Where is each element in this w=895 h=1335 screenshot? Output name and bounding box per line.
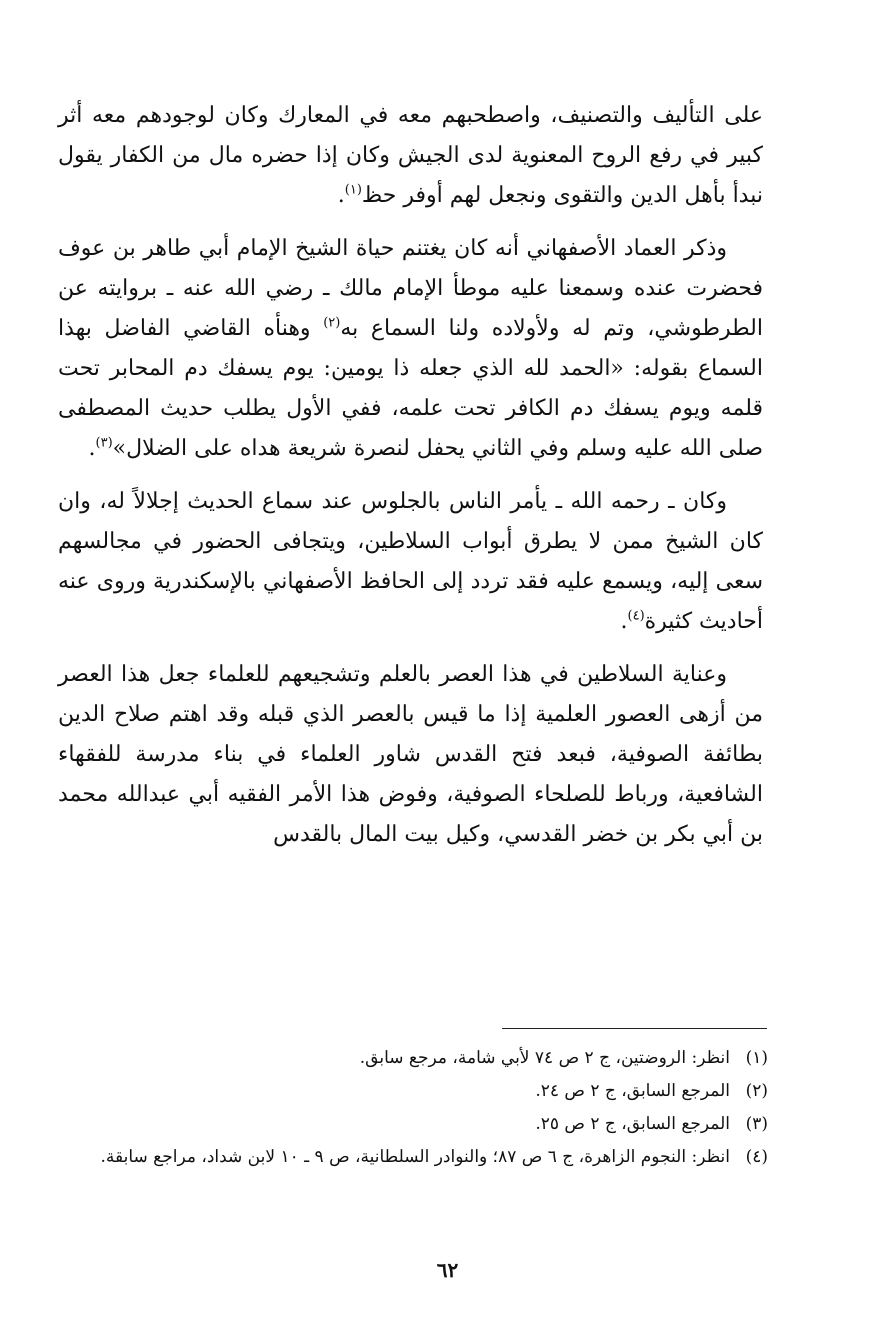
- page-number: ٦٢: [436, 1258, 459, 1282]
- footnote-1: [58, 1042, 768, 1075]
- paragraph-tail: .: [88, 436, 96, 461]
- footnote-text: المرجع السابق، ج ٢ ص ٢٥.: [535, 1114, 730, 1134]
- paragraph-text: وذكر العماد الأصفهاني أنه كان يغتنم حياة الشيخ الإمام أبي طاهر بن عوف فحضرت عنده وسمعنا عليه موطأ الإمام مالك ـ رضي الله عنه ـ بروايته عن الطرطوشي، وتم له ولأولاده ولنا السماع به: [58, 236, 763, 341]
- paragraph-2: [58, 229, 763, 469]
- main-text: [58, 96, 763, 855]
- paragraph-3: [58, 482, 763, 642]
- paragraph-text: على التأليف والتصنيف، واصطحبهم معه في المعارك وكان لوجودهم معه أثر كبير في رفع الروح المعنوية لدى الجيش وكان إذا حضره مال من الكفار يقول نبدأ بأهل الدين والتقوى ونجعل لهم أوفر حظ: [58, 103, 763, 208]
- paragraph-text-continued: وهنأه القاضي الفاضل بهذا السماع بقوله: «الحمد لله الذي جعله ذا يومين: يوم يسفك دم المحابر تحت قلمه ويوم يسفك دم الكافر تحت علمه، ففي الأول يطلب حديث المصطفى صلى الله عليه وسلم وفي الثاني يحفل لنصرة شريعة هداه على الضلال»: [58, 316, 763, 461]
- paragraph-1: [58, 96, 763, 216]
- footnote-number: (٢): [745, 1081, 768, 1101]
- paragraph-tail: .: [620, 609, 628, 634]
- paragraph-text: وعناية السلاطين في هذا العصر بالعلم وتشجيعهم للعلماء جعل هذا العصر من أزهى العصور العلمية إذا ما قيس بالعصر الذي قبله وقد اهتم صلاح الدين بطائفة الصوفية، فبعد فتح القدس شاور العلماء في بناء مدرسة للفقهاء الشافعية، ورباط للصلحاء الصوفية، وفوض هذا الأمر الفقيه أبي عبدالله محمد بن أبي بكر بن خضر القدسي، وكيل بيت المال بالقدس: [58, 662, 763, 847]
- footnote-number: (١): [745, 1048, 768, 1068]
- paragraph-text: وكان ـ رحمه الله ـ يأمر الناس بالجلوس عند سماع الحديث إجلالاً له، وان كان الشيخ ممن لا يطرق أبواب السلاطين، ويتجافى الحضور في مجالسهم سعى إليه، ويسمع عليه فقد تردد إلى الحافظ الأصفهاني بالإسكندرية وروى عنه أحاديث كثيرة: [58, 489, 763, 634]
- footnote-number: (٤): [745, 1147, 768, 1167]
- footnote-text: المرجع السابق، ج ٢ ص ٢٤.: [535, 1081, 730, 1101]
- paragraph-4: [58, 655, 763, 855]
- paragraph-tail: .: [337, 183, 345, 208]
- footnote-ref-4: (٤): [627, 608, 645, 624]
- footnote-2: [58, 1075, 768, 1108]
- footnote-divider: [502, 1028, 767, 1029]
- footnotes: [58, 1042, 768, 1174]
- footnote-number: (٣): [745, 1114, 768, 1134]
- footnote-text: انظر: الروضتين، ج ٢ ص ٧٤ لأبي شامة، مرجع سابق.: [359, 1048, 730, 1068]
- footnote-ref-1: (١): [344, 182, 362, 198]
- footnote-ref-3: (٣): [95, 435, 113, 451]
- footnote-3: [58, 1108, 768, 1141]
- footnote-4: [58, 1141, 768, 1174]
- footnote-text: انظر: النجوم الزاهرة، ج ٦ ص ٨٧؛ والنوادر السلطانية، ص ٩ ـ ١٠ لابن شداد، مراجع سابقة.: [100, 1147, 730, 1167]
- footnote-ref-2: (٢): [323, 315, 341, 331]
